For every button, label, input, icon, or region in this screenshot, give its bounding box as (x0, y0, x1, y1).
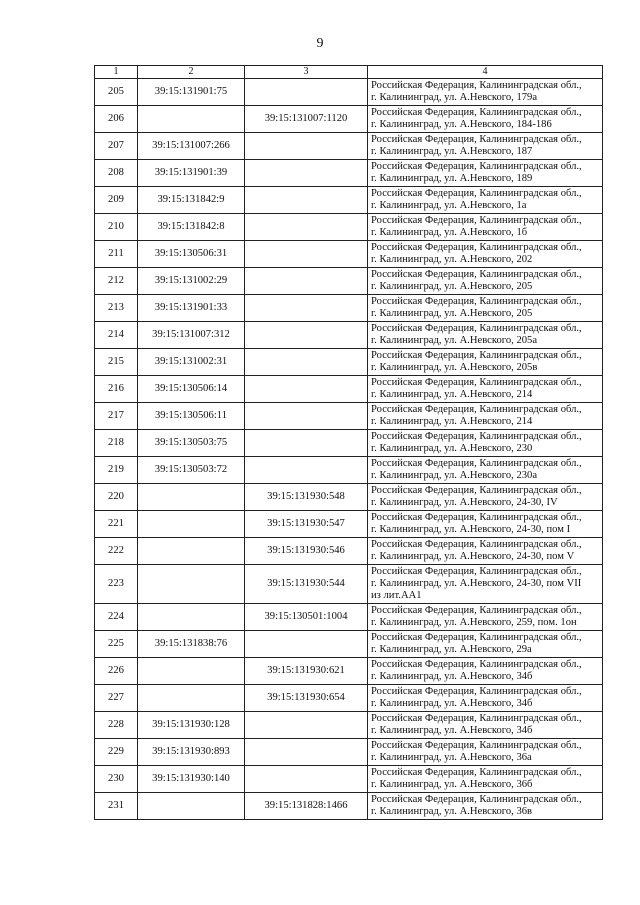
cadastral-number-cell: 39:15:131930:140 (138, 766, 245, 793)
address-line: г. Калининград, ул. А.Невского, 184-186 (371, 119, 552, 130)
row-number-cell: 206 (95, 106, 138, 133)
address-line: Российская Федерация, Калининградская обл., (371, 431, 582, 442)
address-line: Российская Федерация, Калининградская обл., (371, 188, 582, 199)
cadastral-number-cell: 39:15:131838:76 (138, 631, 245, 658)
address-cell (368, 241, 603, 268)
cadastral-number-cell: 39:15:131901:33 (138, 295, 245, 322)
table-row (95, 685, 603, 712)
building-cadastral-number-cell: 39:15:131828:1466 (245, 793, 368, 820)
address-cell (368, 511, 603, 538)
table-row (95, 79, 603, 106)
table-row (95, 712, 603, 739)
row-number-cell: 231 (95, 793, 138, 820)
building-cadastral-number-cell (245, 739, 368, 766)
address-line: Российская Федерация, Калининградская обл., (371, 323, 582, 334)
address-line: Российская Федерация, Калининградская обл., (371, 632, 582, 643)
cadastral-number-cell: 39:15:131930:893 (138, 739, 245, 766)
address-line: Российская Федерация, Калининградская обл., (371, 350, 582, 361)
address-cell (368, 685, 603, 712)
row-number-cell: 211 (95, 241, 138, 268)
building-cadastral-number-cell (245, 322, 368, 349)
address-line: Российская Федерация, Калининградская обл., (371, 296, 582, 307)
address-cell (368, 565, 603, 604)
cadastral-number-cell: 39:15:131007:312 (138, 322, 245, 349)
table-row (95, 241, 603, 268)
row-number-cell: 225 (95, 631, 138, 658)
cadastral-number-cell (138, 604, 245, 631)
address-line: Российская Федерация, Калининградская обл., (371, 107, 582, 118)
address-line: г. Калининград, ул. А.Невского, 205 (371, 308, 533, 319)
cadastral-number-cell (138, 565, 245, 604)
address-line: Российская Федерация, Калининградская обл., (371, 269, 582, 280)
address-line: Российская Федерация, Калининградская обл., (371, 485, 582, 496)
cadastral-number-cell (138, 658, 245, 685)
building-cadastral-number-cell (245, 349, 368, 376)
row-number-cell: 207 (95, 133, 138, 160)
address-cell (368, 457, 603, 484)
address-cell (368, 484, 603, 511)
cadastral-number-cell: 39:15:130506:14 (138, 376, 245, 403)
address-cell (368, 322, 603, 349)
address-cell (368, 376, 603, 403)
row-number-cell: 214 (95, 322, 138, 349)
cadastral-number-cell: 39:15:131930:128 (138, 712, 245, 739)
address-line: г. Калининград, ул. А.Невского, 205а (371, 335, 538, 346)
address-line: г. Калининград, ул. А.Невского, 36б (371, 779, 533, 790)
address-cell (368, 658, 603, 685)
cadastral-number-cell: 39:15:130506:31 (138, 241, 245, 268)
address-cell (368, 766, 603, 793)
table-row (95, 430, 603, 457)
address-line: Российская Федерация, Калининградская обл., (371, 404, 582, 415)
address-cell (368, 538, 603, 565)
row-number-cell: 210 (95, 214, 138, 241)
building-cadastral-number-cell (245, 187, 368, 214)
building-cadastral-number-cell (245, 241, 368, 268)
building-cadastral-number-cell (245, 160, 368, 187)
address-line: г. Калининград, ул. А.Невского, 24-30, пом I (371, 524, 571, 535)
table-body (95, 79, 603, 820)
address-cell (368, 430, 603, 457)
row-number-cell: 217 (95, 403, 138, 430)
address-line: г. Калининград, ул. А.Невского, 24-30, IV (371, 497, 558, 508)
row-number-cell: 227 (95, 685, 138, 712)
cadastral-number-cell (138, 511, 245, 538)
address-line: г. Калининград, ул. А.Невского, 1а (371, 200, 527, 211)
cadastral-number-cell: 39:15:131002:31 (138, 349, 245, 376)
table-row (95, 457, 603, 484)
row-number-cell: 224 (95, 604, 138, 631)
building-cadastral-number-cell (245, 79, 368, 106)
address-line: Российская Федерация, Калининградская обл., (371, 161, 582, 172)
address-line: Российская Федерация, Калининградская обл., (371, 242, 582, 253)
address-cell (368, 133, 603, 160)
table-row (95, 658, 603, 685)
table-row (95, 133, 603, 160)
address-line: г. Калининград, ул. А.Невского, 214 (371, 389, 533, 400)
address-cell (368, 106, 603, 133)
address-line: г. Калининград, ул. А.Невского, 205в (371, 362, 538, 373)
address-cell (368, 631, 603, 658)
table-row (95, 484, 603, 511)
address-line: г. Калининград, ул. А.Невского, 29а (371, 644, 532, 655)
table-row (95, 403, 603, 430)
cadastral-number-cell: 39:15:131842:9 (138, 187, 245, 214)
address-cell (368, 604, 603, 631)
address-line: г. Калининград, ул. А.Невского, 36в (371, 806, 533, 817)
building-cadastral-number-cell: 39:15:131930:654 (245, 685, 368, 712)
building-cadastral-number-cell (245, 631, 368, 658)
building-cadastral-number-cell (245, 295, 368, 322)
column-header: 3 (245, 66, 368, 79)
table-row (95, 793, 603, 820)
address-line: г. Калининград, ул. А.Невского, 34б (371, 671, 533, 682)
address-line: г. Калининград, ул. А.Невского, 259, пом. 1он (371, 617, 577, 628)
table-row (95, 106, 603, 133)
address-line: Российская Федерация, Калининградская обл., (371, 605, 582, 616)
building-cadastral-number-cell: 39:15:131007:1120 (245, 106, 368, 133)
cadastral-number-cell: 39:15:131007:266 (138, 133, 245, 160)
row-number-cell: 219 (95, 457, 138, 484)
row-number-cell: 229 (95, 739, 138, 766)
address-line: Российская Федерация, Калининградская обл., (371, 767, 582, 778)
row-number-cell: 205 (95, 79, 138, 106)
address-line: Российская Федерация, Калининградская обл., (371, 512, 582, 523)
table-row (95, 631, 603, 658)
address-cell (368, 160, 603, 187)
row-number-cell: 223 (95, 565, 138, 604)
row-number-cell: 213 (95, 295, 138, 322)
table-row (95, 538, 603, 565)
address-cell (368, 403, 603, 430)
cadastral-number-cell (138, 106, 245, 133)
row-number-cell: 212 (95, 268, 138, 295)
row-number-cell: 222 (95, 538, 138, 565)
column-header: 2 (138, 66, 245, 79)
cadastral-number-cell (138, 685, 245, 712)
building-cadastral-number-cell: 39:15:130501:1004 (245, 604, 368, 631)
row-number-cell: 218 (95, 430, 138, 457)
building-cadastral-number-cell (245, 430, 368, 457)
cadastral-number-cell: 39:15:131901:39 (138, 160, 245, 187)
address-line: г. Калининград, ул. А.Невского, 230 (371, 443, 533, 454)
address-line: Российская Федерация, Калининградская обл., (371, 539, 582, 550)
table-row (95, 214, 603, 241)
cadastral-number-cell: 39:15:130503:75 (138, 430, 245, 457)
table-row (95, 268, 603, 295)
building-cadastral-number-cell: 39:15:131930:546 (245, 538, 368, 565)
address-cell (368, 712, 603, 739)
building-cadastral-number-cell (245, 712, 368, 739)
table-row (95, 604, 603, 631)
address-line: Российская Федерация, Калининградская обл., (371, 659, 582, 670)
cadastral-number-cell: 39:15:131842:8 (138, 214, 245, 241)
address-cell (368, 793, 603, 820)
row-number-cell: 215 (95, 349, 138, 376)
building-cadastral-number-cell (245, 268, 368, 295)
row-number-cell: 230 (95, 766, 138, 793)
address-line: г. Калининград, ул. А.Невского, 230а (371, 470, 538, 481)
table-row (95, 160, 603, 187)
page-number: 9 (316, 36, 324, 51)
address-line: г. Калининград, ул. А.Невского, 189 (371, 173, 533, 184)
building-cadastral-number-cell: 39:15:131930:621 (245, 658, 368, 685)
row-number-cell: 209 (95, 187, 138, 214)
building-cadastral-number-cell (245, 766, 368, 793)
building-cadastral-number-cell (245, 133, 368, 160)
address-line: Российская Федерация, Калининградская обл., (371, 377, 582, 388)
column-header: 4 (368, 66, 603, 79)
address-cell (368, 214, 603, 241)
table-row (95, 766, 603, 793)
building-cadastral-number-cell: 39:15:131930:544 (245, 565, 368, 604)
building-cadastral-number-cell (245, 403, 368, 430)
address-line: Российская Федерация, Калининградская обл., (371, 686, 582, 697)
cadastral-number-cell (138, 538, 245, 565)
address-cell (368, 187, 603, 214)
address-line: г. Калининград, ул. А.Невского, 179а (371, 92, 538, 103)
address-line: г. Калининград, ул. А.Невского, 24-30, пом V (371, 551, 575, 562)
table-row (95, 511, 603, 538)
cadastral-number-cell: 39:15:130503:72 (138, 457, 245, 484)
table-row (95, 739, 603, 766)
address-line: г. Калининград, ул. А.Невского, 1б (371, 227, 528, 238)
table-row (95, 187, 603, 214)
cadastral-number-cell: 39:15:131002:29 (138, 268, 245, 295)
row-number-cell: 208 (95, 160, 138, 187)
building-cadastral-number-cell (245, 214, 368, 241)
table-header-row (95, 66, 603, 79)
address-line: Российская Федерация, Калининградская обл., (371, 80, 582, 91)
address-line: г. Калининград, ул. А.Невского, 187 (371, 146, 533, 157)
address-line: Российская Федерация, Калининградская обл., (371, 215, 582, 226)
address-line: г. Калининград, ул. А.Невского, 202 (371, 254, 533, 265)
building-cadastral-number-cell (245, 376, 368, 403)
table-row (95, 295, 603, 322)
address-cell (368, 349, 603, 376)
building-cadastral-number-cell: 39:15:131930:547 (245, 511, 368, 538)
address-line: г. Калининград, ул. А.Невского, 214 (371, 416, 533, 427)
row-number-cell: 220 (95, 484, 138, 511)
cadastral-number-cell: 39:15:131901:75 (138, 79, 245, 106)
address-line: г. Калининград, ул. А.Невского, 34б (371, 725, 533, 736)
address-line: г. Калининград, ул. А.Невского, 36а (371, 752, 532, 763)
row-number-cell: 221 (95, 511, 138, 538)
address-cell (368, 739, 603, 766)
cadastral-number-cell (138, 793, 245, 820)
table-row (95, 376, 603, 403)
address-line: г. Калининград, ул. А.Невского, 34б (371, 698, 533, 709)
cadastral-number-cell (138, 484, 245, 511)
row-number-cell: 226 (95, 658, 138, 685)
row-number-cell: 216 (95, 376, 138, 403)
table-row (95, 565, 603, 604)
address-line: г. Калининград, ул. А.Невского, 24-30, пом VII (371, 578, 582, 589)
cadastral-number-cell: 39:15:130506:11 (138, 403, 245, 430)
table-row (95, 349, 603, 376)
address-cell (368, 79, 603, 106)
registry-table (94, 65, 603, 820)
address-line: Российская Федерация, Калининградская обл., (371, 458, 582, 469)
address-line: Российская Федерация, Калининградская обл., (371, 794, 582, 805)
address-line: Российская Федерация, Калининградская обл., (371, 740, 582, 751)
address-cell (368, 268, 603, 295)
building-cadastral-number-cell (245, 457, 368, 484)
column-header: 1 (95, 66, 138, 79)
building-cadastral-number-cell: 39:15:131930:548 (245, 484, 368, 511)
address-line: из лит.АА1 (371, 590, 422, 601)
row-number-cell: 228 (95, 712, 138, 739)
address-line: Российская Федерация, Калининградская обл., (371, 713, 582, 724)
address-line: Российская Федерация, Калининградская обл., (371, 134, 582, 145)
address-line: Российская Федерация, Калининградская обл., (371, 566, 582, 577)
table-row (95, 322, 603, 349)
address-cell (368, 295, 603, 322)
address-line: г. Калининград, ул. А.Невского, 205 (371, 281, 533, 292)
